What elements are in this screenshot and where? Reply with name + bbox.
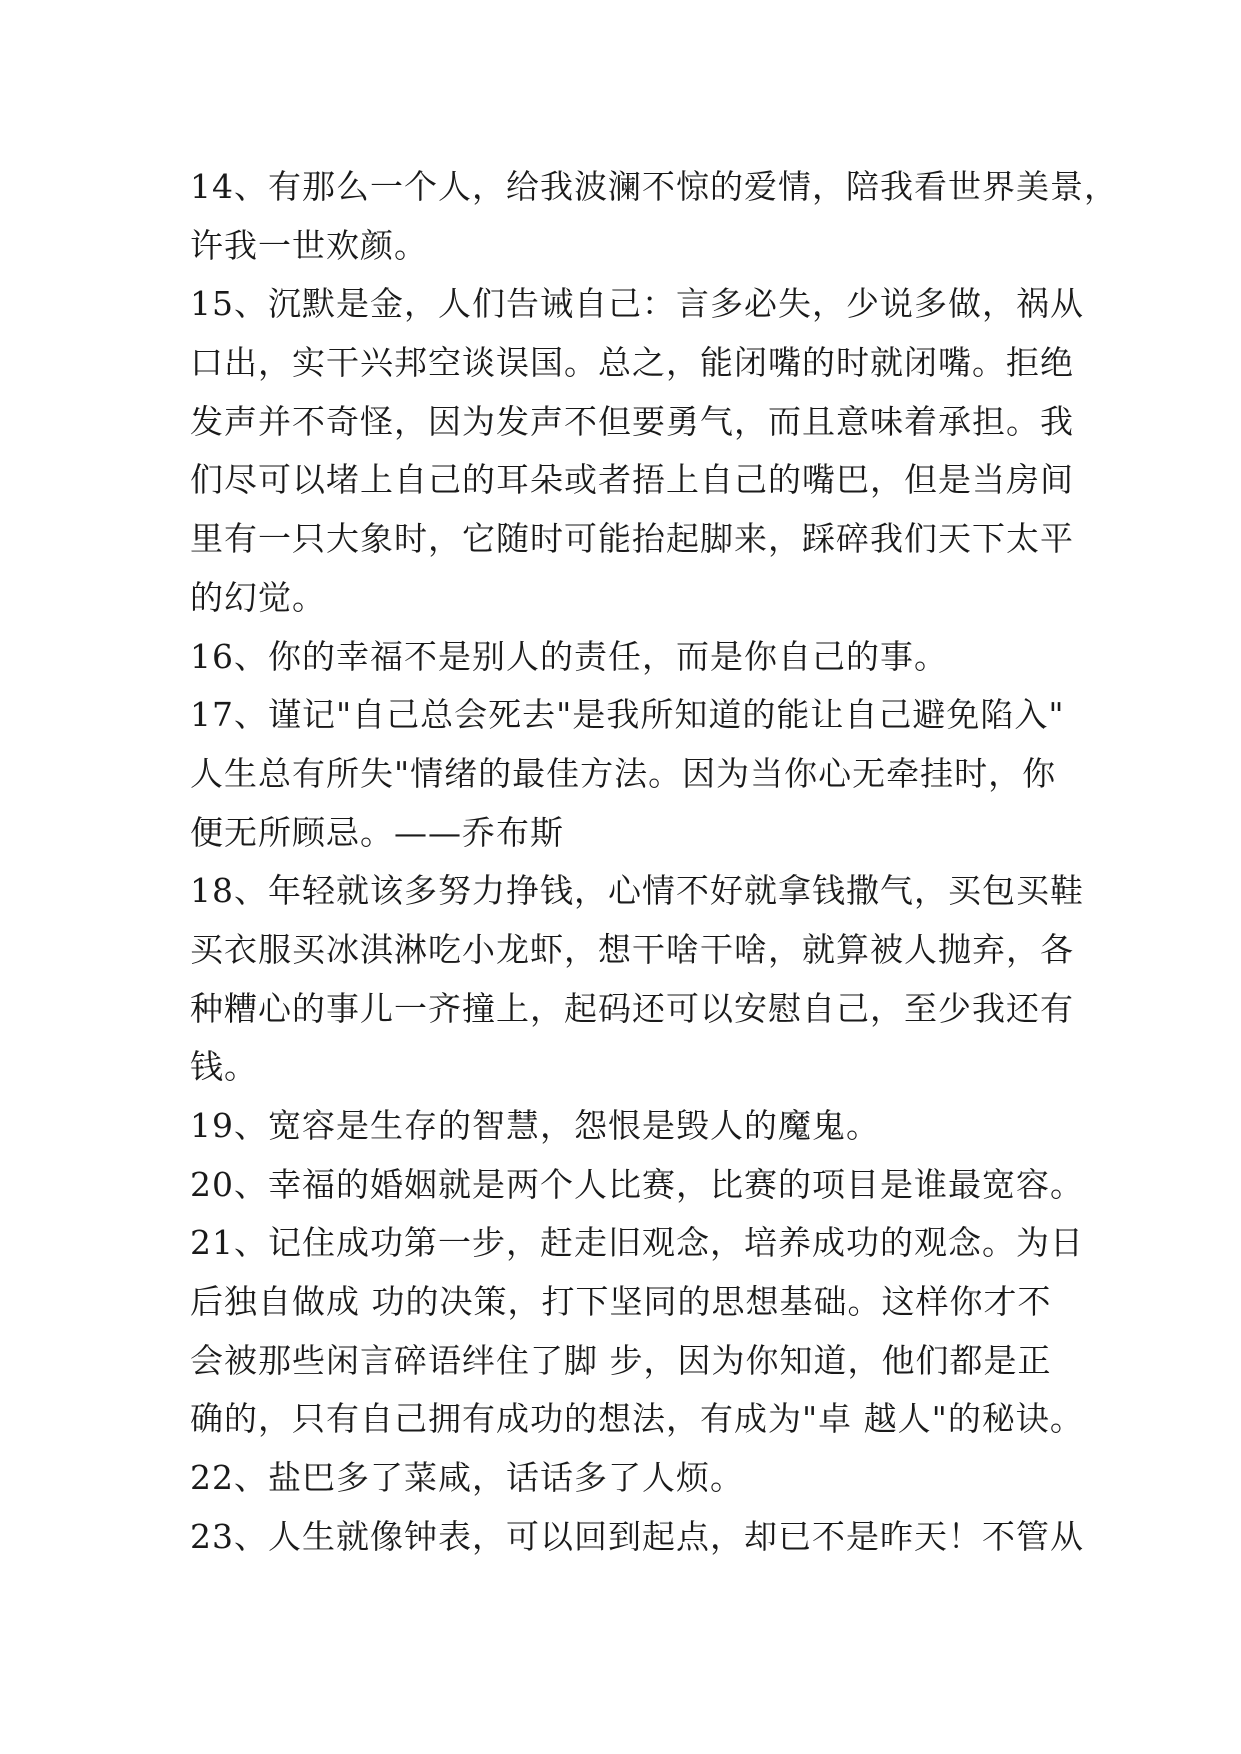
text-line: 19、宽容是生存的智慧，怨恨是毁人的魔鬼。: [190, 1106, 880, 1145]
text-line: 里有一只大象时，它随时可能抬起脚来，踩碎我们天下太平: [190, 519, 1074, 559]
text-line: 21、记住成功第一步，赶走旧观念，培养成功的观念。为日: [190, 1223, 1084, 1263]
body-text: [190, 158, 1118, 1567]
text-line: 的幻觉。: [190, 577, 326, 617]
text-line: 钱。: [190, 1047, 258, 1087]
text-line: 便无所顾忌。——乔布斯: [190, 812, 564, 852]
text-line: 15、沉默是金，人们告诫自己：言多必失，少说多做，祸从: [190, 284, 1084, 324]
text-line: 23、人生就像钟表，可以回到起点，却已不是昨天！不管从: [190, 1516, 1084, 1556]
text-line: 14、有那么一个人，给我波澜不惊的爱情，陪我看世界美景，: [190, 167, 1118, 206]
text-line: 18、年轻就该多努力挣钱，心情不好就拿钱撒气，买包买鞋: [190, 871, 1084, 911]
text-line: 口出，实干兴邦空谈误国。总之，能闭嘴的时就闭嘴。拒绝: [190, 343, 1074, 383]
text-line: 发声并不奇怪，因为发声不但要勇气，而且意味着承担。我: [190, 401, 1074, 441]
text-line: 许我一世欢颜。: [190, 225, 428, 265]
text-line: 们尽可以堵上自己的耳朵或者捂上自己的嘴巴，但是当房间: [190, 460, 1074, 500]
text-line: 后独自做成 功的决策，打下坚同的思想基础。这样你才不: [190, 1282, 1052, 1322]
text-line: 22、盐巴多了菜咸，话话多了人烦。: [190, 1458, 744, 1498]
text-line: 会被那些闲言碎语绊住了脚 步，因为你知道，他们都是正: [190, 1340, 1052, 1380]
text-line: 17、谨记"自己总会死去"是我所知道的能让自己避免陷入": [190, 695, 1065, 735]
text-line: 种糟心的事儿一齐撞上，起码还可以安慰自己，至少我还有: [190, 988, 1074, 1028]
text-line: 16、你的幸福不是别人的责任，而是你自己的事。: [190, 636, 948, 676]
text-line: 20、幸福的婚姻就是两个人比赛，比赛的项目是谁最宽容。: [190, 1164, 1084, 1204]
text-line: 确的，只有自己拥有成功的想法，有成为"卓 越人"的秘诀。: [190, 1399, 1084, 1439]
text-line: 买衣服买冰淇淋吃小龙虾，想干啥干啥，就算被人抛弃，各: [190, 929, 1074, 969]
text-line: 人生总有所失"情绪的最佳方法。因为当你心无牵挂时，你: [190, 753, 1057, 793]
